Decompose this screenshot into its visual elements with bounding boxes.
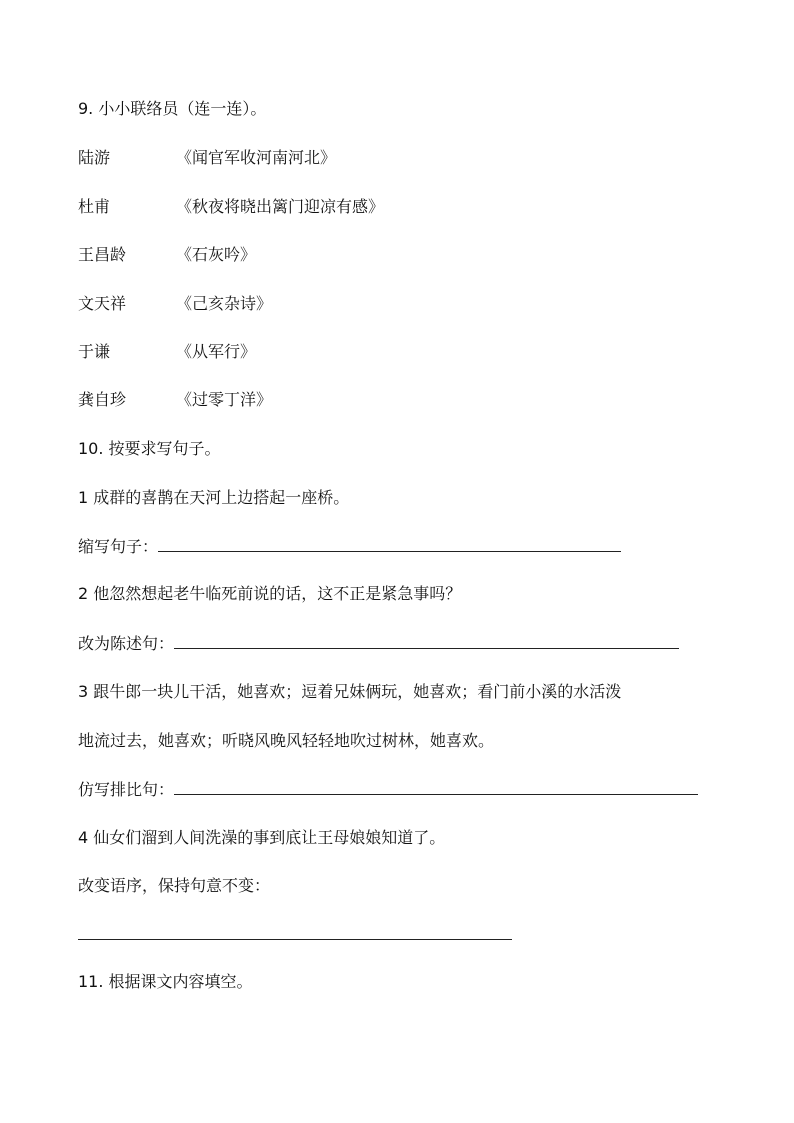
sentence-1-answer-row	[78, 536, 621, 557]
sentence-4-prompt: 改变语序，保持句意不变：	[78, 876, 271, 895]
sentence-2-prompt: 改为陈述句：	[78, 634, 175, 653]
sentence-4-answer-row	[78, 924, 512, 945]
author-4[interactable]: 文天祥	[78, 294, 127, 313]
question-11-title: 11. 根据课文内容填空。	[78, 972, 253, 991]
sentence-3-prompt: 仿写排比句：	[78, 780, 175, 799]
author-5[interactable]: 于谦	[78, 342, 111, 361]
sentence-1-prompt: 缩写句子：	[78, 537, 159, 556]
sentence-1-answer-blank[interactable]	[158, 536, 621, 552]
poem-3[interactable]: 《石灰吟》	[176, 245, 257, 264]
poem-1[interactable]: 《闻官军收河南河北》	[176, 148, 337, 167]
sentence-4: 4 仙女们溜到人间洗澡的事到底让王母娘娘知道了。	[78, 828, 446, 847]
question-10-title: 10. 按要求写句子。	[78, 439, 221, 458]
poem-4[interactable]: 《己亥杂诗》	[176, 294, 273, 313]
poem-6[interactable]: 《过零丁洋》	[176, 390, 273, 409]
sentence-4-answer-blank[interactable]	[78, 924, 512, 940]
sentence-3-line-2: 地流过去，她喜欢；听晓风晚风轻轻地吹过树林，她喜欢。	[78, 731, 495, 750]
sentence-1: 1 成群的喜鹊在天河上边搭起一座桥。	[78, 488, 350, 507]
sentence-3-line-1: 3 跟牛郎一块儿干活，她喜欢；逗着兄妹俩玩，她喜欢；看门前小溪的水活泼	[78, 682, 622, 701]
author-3[interactable]: 王昌龄	[78, 245, 127, 264]
sentence-3-answer-blank[interactable]	[174, 779, 698, 795]
poem-5[interactable]: 《从军行》	[176, 342, 257, 361]
sentence-3-answer-row	[78, 779, 698, 800]
author-2[interactable]: 杜甫	[78, 197, 111, 216]
sentence-2-answer-blank[interactable]	[174, 633, 679, 649]
sentence-2-answer-row	[78, 633, 679, 654]
question-9-title: 9. 小小联络员（连一连）。	[78, 99, 267, 118]
author-6[interactable]: 龚自珍	[78, 390, 127, 409]
poem-2[interactable]: 《秋夜将晓出篱门迎凉有感》	[176, 197, 385, 216]
sentence-2: 2 他忽然想起老牛临死前说的话，这不正是紧急事吗？	[78, 584, 462, 603]
author-1[interactable]: 陆游	[78, 148, 111, 167]
